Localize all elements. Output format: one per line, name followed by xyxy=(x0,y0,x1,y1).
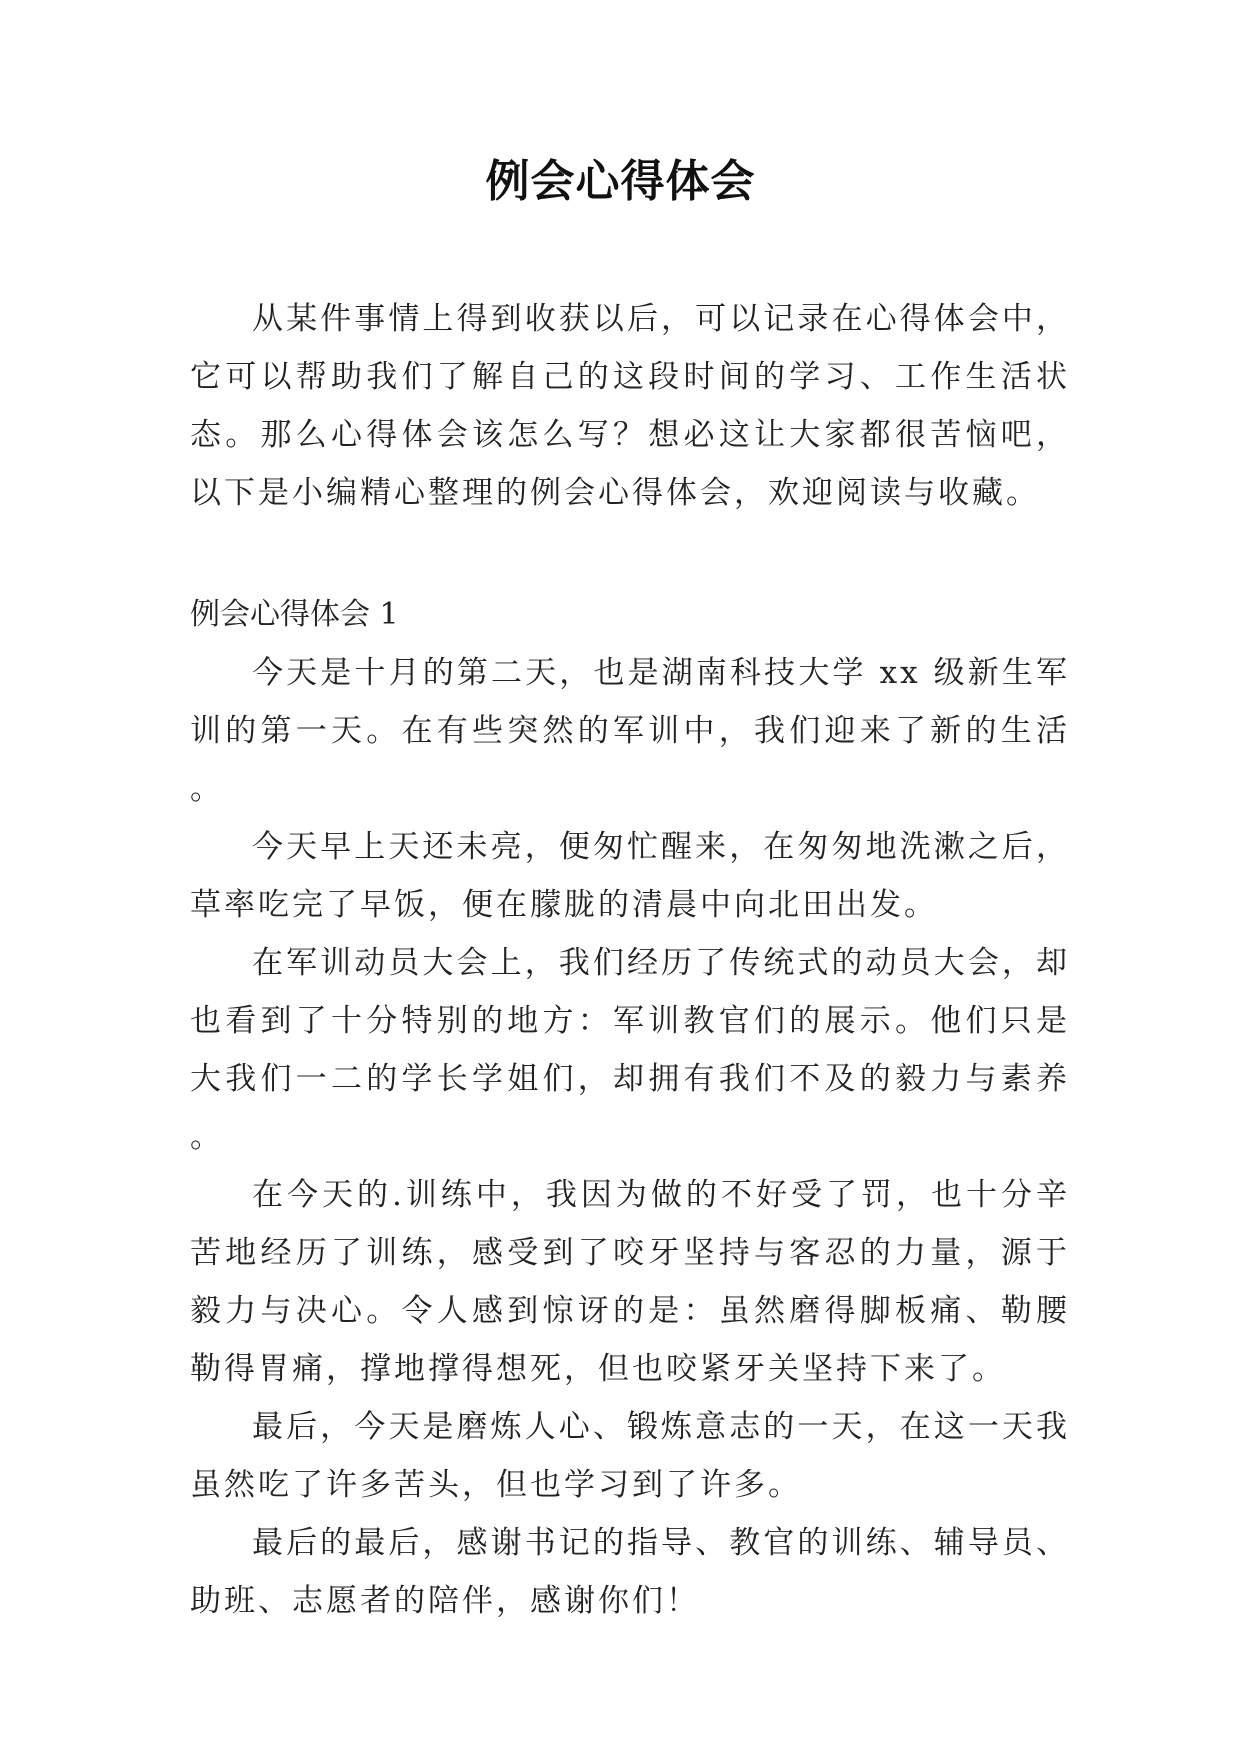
body-paragraph-3: 在军训动员大会上，我们经历了传统式的动员大会，却也看到了十分特别的地方：军训教官们的展示。他们只是大我们一二的学长学姐们，却拥有我们不及的毅力与素养。 xyxy=(190,945,1070,1155)
body-paragraph-4: 在今天的.训练中，我因为做的不好受了罚，也十分辛苦地经历了训练，感受到了咬牙坚持与客忍的力量，源于毅力与决心。令人感到惊讶的是：虽然磨得脚板痛、勒腰勒得胃痛，撑地撑得想死，但也咬紧牙关坚持下来了。 xyxy=(190,1177,1070,1387)
document-title: 例会心得体会 xyxy=(485,156,756,207)
body-paragraph-5: 最后，今天是磨炼人心、锻炼意志的一天，在这一天我虽然吃了许多苦头，但也学习到了许多。 xyxy=(190,1409,1070,1503)
body-paragraph-1: 今天是十月的第二天，也是湖南科技大学 xx 级新生军训的第一天。在有些突然的军训中，我们迎来了新的生活。 xyxy=(190,655,1070,807)
document-body xyxy=(190,290,1070,1630)
section-heading: 例会心得体会 1 xyxy=(190,597,399,632)
body-paragraph-6: 最后的最后，感谢书记的指导、教官的训练、辅导员、助班、志愿者的陪伴，感谢你们！ xyxy=(190,1525,1070,1619)
intro-paragraph: 从某件事情上得到收获以后，可以记录在心得体会中，它可以帮助我们了解自己的这段时间的学习、工作生活状态。那么心得体会该怎么写？想必这让大家都很苦恼吧，以下是小编精心整理的例会心得体会，欢迎阅读与收藏。 xyxy=(190,301,1070,511)
body-paragraph-2: 今天早上天还未亮，便匆忙醒来，在匆匆地洗漱之后，草率吃完了早饭，便在朦胧的清晨中向北田出发。 xyxy=(190,829,1070,923)
